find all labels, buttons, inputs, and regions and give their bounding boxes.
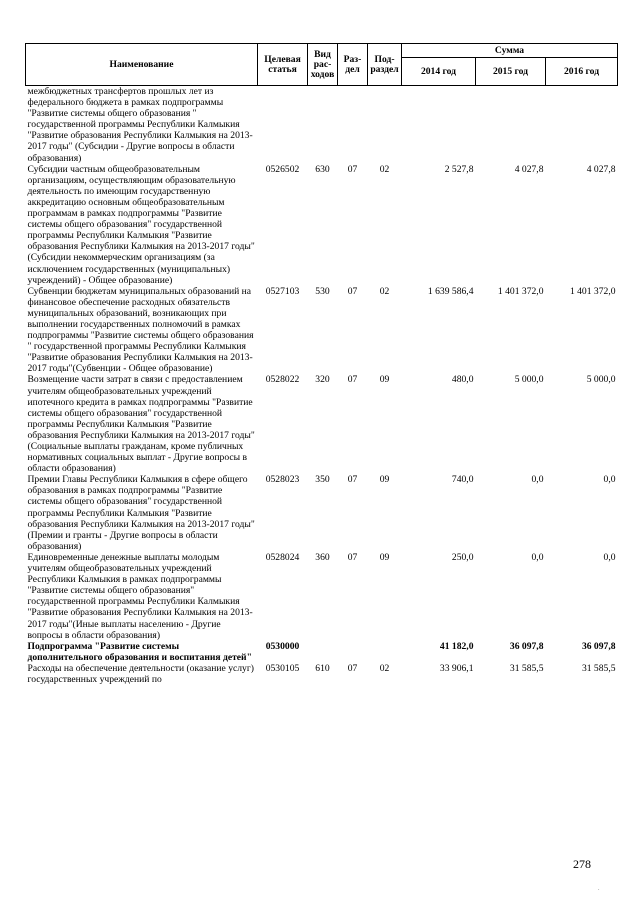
row-subsection: 02: [379, 662, 390, 674]
row-target-code: 0528022: [265, 374, 300, 386]
row-amount-2016: 5 000,0: [586, 374, 616, 386]
row-name: Субвенции бюджетам муниципальных образований на финансовое обеспечение расходных обязательств муниципальных образований, возникающих при выполнении государственных полномочий в рамках подпрограммы "Развитие системы общего образования " государственной программы Республики Калмыкия "Развитие образования Республики Калмыкия на 2013-2017 годы"(Субвенции - Общее образование): [27, 285, 254, 375]
row-name: Премии Главы Республики Калмыкия в сфере общего образования в рамках подпрограммы "Развитие системы общего образования" государственной программы Республики Калмыкия "Развитие образования Республики Калмыкия на 2013-2017 годы"(Премии и гранты - Другие вопросы в области образования): [27, 474, 255, 552]
row-target-code: 0528024: [265, 551, 300, 563]
header-year-2015: 2015 год: [476, 58, 546, 86]
table-row: [26, 86, 618, 164]
row-amount-2016: 1 401 372,0: [569, 285, 616, 297]
table-row: [26, 164, 618, 286]
row-amount-2014: 33 906,1: [439, 662, 474, 674]
row-section: 07: [347, 374, 358, 386]
row-amount-2015: 31 585,5: [509, 662, 544, 674]
row-amount-2016: 0,0: [603, 551, 616, 563]
table-row: [26, 286, 618, 375]
row-section: [338, 86, 368, 164]
row-target-code: 0526502: [265, 163, 300, 175]
row-section: 07: [347, 551, 358, 563]
row-amount-2016: 0,0: [603, 474, 616, 486]
table-header: [26, 44, 618, 86]
row-kind: [308, 641, 338, 663]
table-row: [26, 374, 618, 474]
row-section: 07: [347, 163, 358, 175]
row-amount-2015: 5 000,0: [514, 374, 544, 386]
row-amount-2014: [402, 86, 476, 164]
row-target-code: 0528023: [265, 474, 300, 486]
row-section: 07: [347, 662, 358, 674]
header-target: Целевая статья: [258, 44, 308, 86]
row-subsection: 09: [379, 474, 390, 486]
row-amount-2014: 2 527,8: [444, 163, 474, 175]
row-amount-2015: 36 097,8: [509, 640, 544, 652]
row-amount-2016: 36 097,8: [581, 640, 616, 652]
row-amount-2015: 1 401 372,0: [497, 285, 544, 297]
row-amount-2015: 0,0: [531, 474, 544, 486]
row-target-code: 0527103: [265, 285, 300, 297]
table-row: [26, 552, 618, 641]
row-subsection: [368, 641, 402, 663]
row-kind: 360: [315, 551, 330, 563]
row-subsection: [368, 86, 402, 164]
row-subsection: 02: [379, 163, 390, 175]
table-row: [26, 663, 618, 685]
row-section: 07: [347, 474, 358, 486]
row-kind: 350: [315, 474, 330, 486]
budget-table: [25, 43, 618, 685]
row-section: [338, 641, 368, 663]
row-amount-2015: [476, 86, 546, 164]
row-amount-2014: 41 182,0: [439, 640, 474, 652]
row-amount-2016: 4 027,8: [586, 163, 616, 175]
row-amount-2016: [546, 86, 618, 164]
row-amount-2014: 740,0: [451, 474, 474, 486]
header-sum: Сумма: [402, 44, 618, 58]
row-section: 07: [347, 285, 358, 297]
row-name: межбюджетных трансфертов прошлых лет из федерального бюджета в рамках подпрограммы "Развитие системы общего образования " государственной программы Республики Калмыкия "Развитие образования Республики Калмыкия на 2013-2017 годы" (Субсидии - Другие вопросы в области образования): [27, 86, 253, 164]
header-kind: Вид рас-ходов: [308, 44, 338, 86]
table-row: [26, 641, 618, 663]
header-subsection: Под-раздел: [368, 44, 402, 86]
table-body: [26, 86, 618, 686]
row-kind: [308, 86, 338, 164]
row-kind: 630: [315, 163, 330, 175]
row-target-code: 0530105: [265, 662, 300, 674]
header-year-2016: 2016 год: [546, 58, 618, 86]
row-amount-2016: 31 585,5: [581, 662, 616, 674]
page-number: 278: [573, 857, 591, 871]
row-kind: 530: [315, 285, 330, 297]
row-amount-2014: 250,0: [451, 551, 474, 563]
row-subsection: 09: [379, 551, 390, 563]
row-name: Единовременные денежные выплаты молодым учителям общеобразовательных учреждений Республики Калмыкия в рамках подпрограммы "Развитие системы общего образования" государственной программы Республики Калмыкия "Развитие образования Республики Калмыкия на 2013-2017 годы"(Иные выплаты населению - Другие вопросы в области образования): [27, 551, 253, 641]
header-section: Раз-дел: [338, 44, 368, 86]
row-name: Возмещение части затрат в связи с предоставлением учителям общеобразовательных учреждений ипотечного кредита в рамках подпрограммы "Развитие системы общего образования" государственной программы Республики Калмыкия "Развитие образования Республики Калмыкия на 2013-2017 годы"(Социальные выплаты гражданам, кроме публичных нормативных социальных выплат - Другие вопросы в области образования): [27, 374, 255, 475]
row-subsection: 09: [379, 374, 390, 386]
row-kind: 610: [315, 662, 330, 674]
footer-mark: .: [598, 886, 600, 892]
row-amount-2014: 1 639 586,4: [427, 285, 474, 297]
row-target-code: 0530000: [265, 640, 300, 652]
row-subsection: 02: [379, 285, 390, 297]
row-kind: 320: [315, 374, 330, 386]
row-name: Субсидии частным общеобразовательным организациям, осуществляющим образовательную деятельность по имеющим государственную аккредитацию основным общеобразовательным программам в рамках подпрограммы "Развитие системы общего образования" государственной программы Республики Калмыкия "Развитие образования Республики Калмыкия на 2013-2017 годы"(Субсидии некоммерческим организациям (за исключением государственных (муниципальных) учреждений) - Общее образование): [27, 163, 255, 286]
table-row: [26, 474, 618, 552]
row-amount-2014: 480,0: [451, 374, 474, 386]
row-name: Расходы на обеспечение деятельности (оказание услуг) государственных учреждений по: [27, 662, 254, 685]
row-amount-2015: 0,0: [531, 551, 544, 563]
header-year-2014: 2014 год: [402, 58, 476, 86]
row-target-code: [258, 86, 308, 164]
header-name: Наименование: [26, 44, 258, 86]
row-amount-2015: 4 027,8: [514, 163, 544, 175]
row-name: Подпрограмма "Развитие системы дополнительного образования и воспитания детей": [27, 640, 252, 663]
